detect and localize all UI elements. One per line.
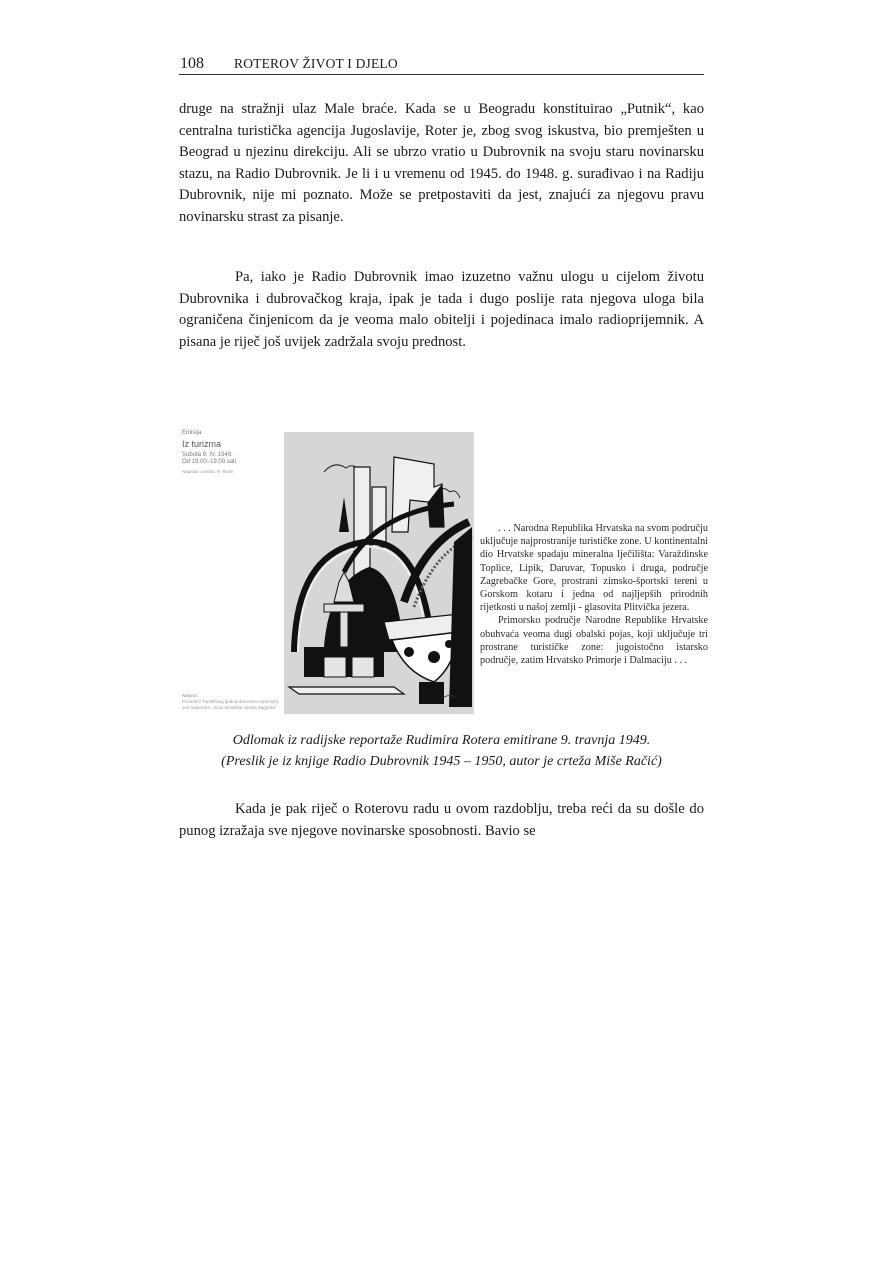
broadcast-info: [178, 425, 278, 721]
body-paragraph-2: Pa, iako je Radio Dubrovnik imao izuzetno važnu ulogu u cijelom životu Dubrovnika i dubrovačkog kraja, ipak je tada i dugo poslije rata njegova uloga bila ograničena činjenicom da je veoma malo obitelji i pojedinaca imalo radioprijemnik. A pisana je riječ još uvijek zadržala svoju prednost.: [179, 269, 704, 350]
page-header: [179, 53, 704, 75]
body-paragraph-1: druge na stražnji ulaz Male braće. Kada se u Beogradu konstituirao „Putnik“, kao centralna turistička agencija Jugoslavije, Roter je, zbog svog iskustva, bio premješten u Beograd u njezinu direkciju. Ali se ubrzo vratio u Dubrovnik na svoju staru novinarsku stazu, na Radio Dubrovnik. Je li i u vremenu od 1945. do 1948. g. surađivao i na Radiju Dubrovnik, nije mi poznato. Može se pretpostaviti da jest, znajući za njegovu pravu novinarsku strast za pisanje.: [179, 101, 704, 225]
report-excerpt-paragraph-1: . . . Narodna Republika Hrvatska na svom području uključuje najprostranije turističke zone. U kontinentalni dio Hrvatske spadaju mineralna lječilišta: Varaždinske Toplice, Lipik, Daruvar, Topusko i druga, područje Zagrebačke Gore, prostrani zimsko-športski tereni u Gorskom kotaru i jedna od najljepših prirodnih rijetkosti u našoj zemlji - glasovita Plitvička jezera.: [480, 523, 708, 614]
figure-note-line-2: pod naslovom: „Kroz turistička mjesta Zagreba“: [182, 705, 277, 710]
broadcast-title: Iz turizma: [182, 439, 222, 449]
broadcast-author: Napisao i uredio: R. Roter: [182, 469, 234, 474]
broadcast-date: Subota 9. IV. 1949.: [182, 452, 233, 458]
running-head: ROTEROV ŽIVOT I DJELO: [234, 56, 398, 71]
figure-note-line-1: Povodom Turističkog tjedna donosimo reportažu: [182, 699, 279, 704]
page-number: 108: [180, 55, 204, 72]
architecture-drawing: [284, 432, 474, 714]
figure-caption-line-1: Odlomak iz radijske reportaže Rudimira Rotera emitirane 9. travnja 1949.: [232, 733, 651, 748]
body-paragraph-3: Kada je pak riječ o Roterovu radu u ovom razdoblju, treba reći da su došle do punog izražaja sve njegove novinarske sposobnosti. Bavio se: [179, 801, 704, 839]
broadcast-time: Od 19:00–19:00 sati: [182, 459, 237, 465]
figure-note-label: Naslovi:: [182, 693, 199, 698]
figure-caption-line-2: (Preslik je iz knjige Radio Dubrovnik 1945 – 1950, autor je crteža Miše Račić): [221, 754, 662, 769]
broadcast-label: Emisija: [182, 430, 202, 436]
drawing-illustration: [284, 432, 474, 714]
radio-report-figure: [178, 425, 710, 721]
report-excerpt: [480, 522, 708, 667]
report-excerpt-paragraph-2: Primorsko područje Narodne Republike Hrvatske obuhvaća veoma dugi obalski pojas, koji uključuje tri prostrane turističke zone: jugoistočno istarsko područje, zatim Hrvatsko Primorje i Dalmaciju . . .: [480, 615, 708, 667]
